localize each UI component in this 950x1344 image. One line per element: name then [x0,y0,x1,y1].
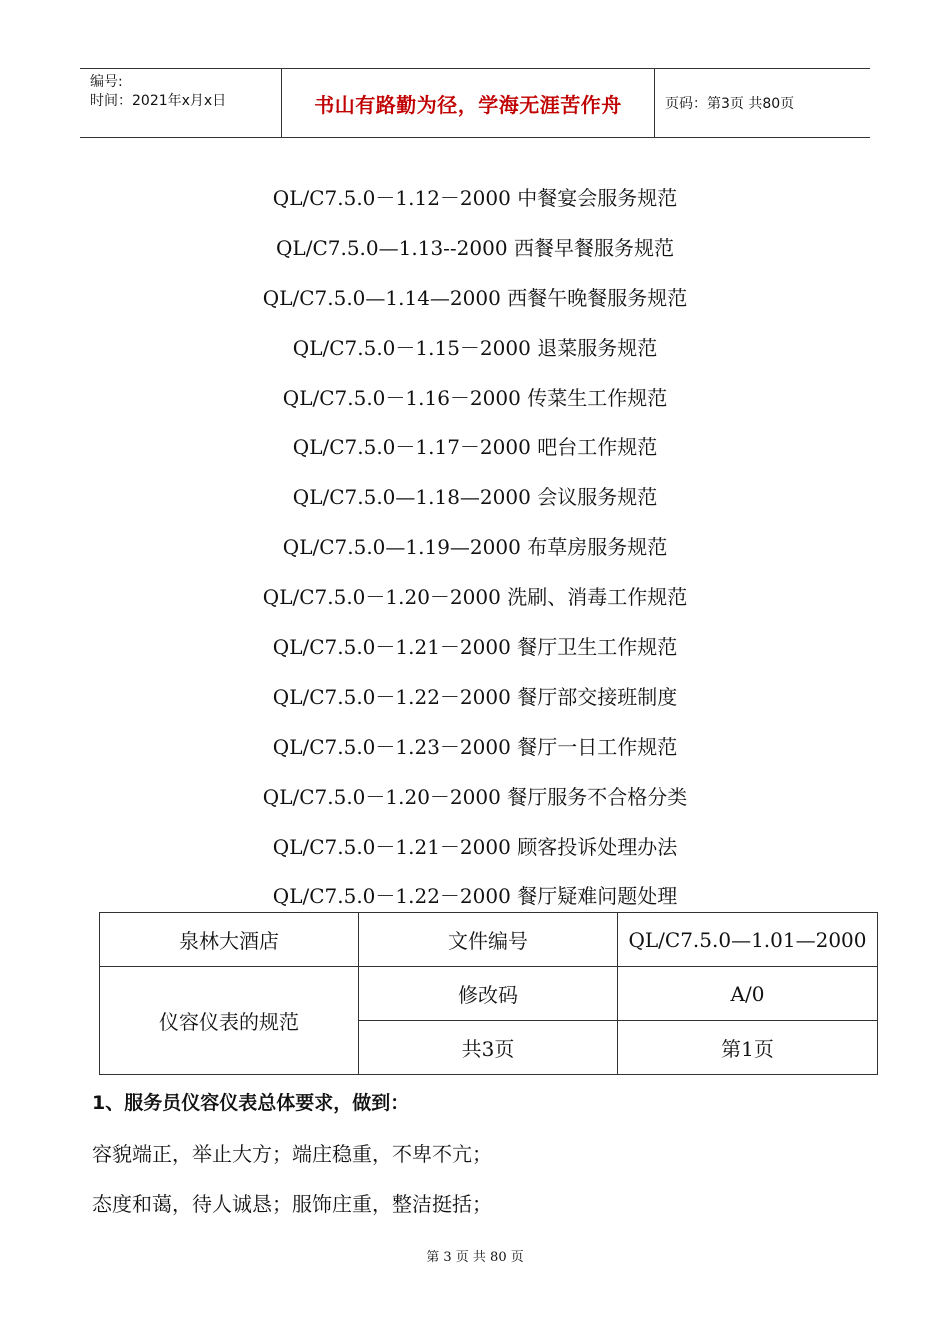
toc-item: QL/C7.5.0－1.17－2000 吧台工作规范 [292,435,658,460]
document-info-table [99,912,878,1075]
toc-item: QL/C7.5.0－1.22－2000 餐厅疑难问题处理 [272,884,678,909]
header-meta [80,69,282,137]
paragraph-line: 态度和蔼，待人诚恳；服饰庄重，整洁挺括； [92,1192,492,1216]
toc-item: QL/C7.5.0—1.18—2000 会议服务规范 [292,485,658,510]
section-heading: 1、服务员仪容仪表总体要求，做到： [92,1092,410,1114]
toc-item: QL/C7.5.0－1.21－2000 餐厅卫生工作规范 [272,635,678,660]
toc-item: QL/C7.5.0—1.13--2000 西餐早餐服务规范 [276,235,674,260]
revision-value: A/0 [618,967,878,1021]
toc-item: QL/C7.5.0－1.15－2000 退菜服务规范 [292,335,658,360]
revision-label: 修改码 [359,967,618,1021]
page-footer: 第 3 页 共 80 页 [426,1250,524,1265]
toc-item: QL/C7.5.0—1.19—2000 布草房服务规范 [282,535,668,560]
toc-item: QL/C7.5.0－1.22－2000 餐厅部交接班制度 [272,684,678,709]
current-page: 第1页 [618,1021,878,1075]
header-motto-cell [282,69,655,137]
number-label: 编号: [90,74,123,90]
motto-text: 书山有路勤为径，学海无涯苦作舟 [314,92,622,117]
toc-item: QL/C7.5.0—1.14—2000 西餐午晚餐服务规范 [262,285,688,310]
time-label: 时间：2021年x月x日 [90,93,227,109]
doc-no-label: 文件编号 [359,913,618,967]
total-pages: 共3页 [359,1021,618,1075]
toc-item: QL/C7.5.0－1.16－2000 传菜生工作规范 [282,385,668,410]
header-page-info: 页码：第3页 共80页 [665,96,795,112]
paragraph-line: 容貌端正，举止大方；端庄稳重，不卑不亢； [92,1142,492,1166]
hotel-name: 泉林大酒店 [100,913,359,967]
toc-item: QL/C7.5.0－1.23－2000 餐厅一日工作规范 [272,734,678,759]
toc-item: QL/C7.5.0－1.20－2000 洗刷、消毒工作规范 [262,585,688,610]
toc-item: QL/C7.5.0－1.20－2000 餐厅服务不合格分类 [262,784,688,809]
toc-item: QL/C7.5.0－1.21－2000 顾客投诉处理办法 [272,834,678,859]
doc-no-value: QL/C7.5.0—1.01—2000 [618,913,878,967]
toc-item: QL/C7.5.0－1.12－2000 中餐宴会服务规范 [272,186,678,210]
document-header [80,68,870,138]
toc-list [0,174,950,922]
document-title: 仪容仪表的规范 [100,967,359,1075]
